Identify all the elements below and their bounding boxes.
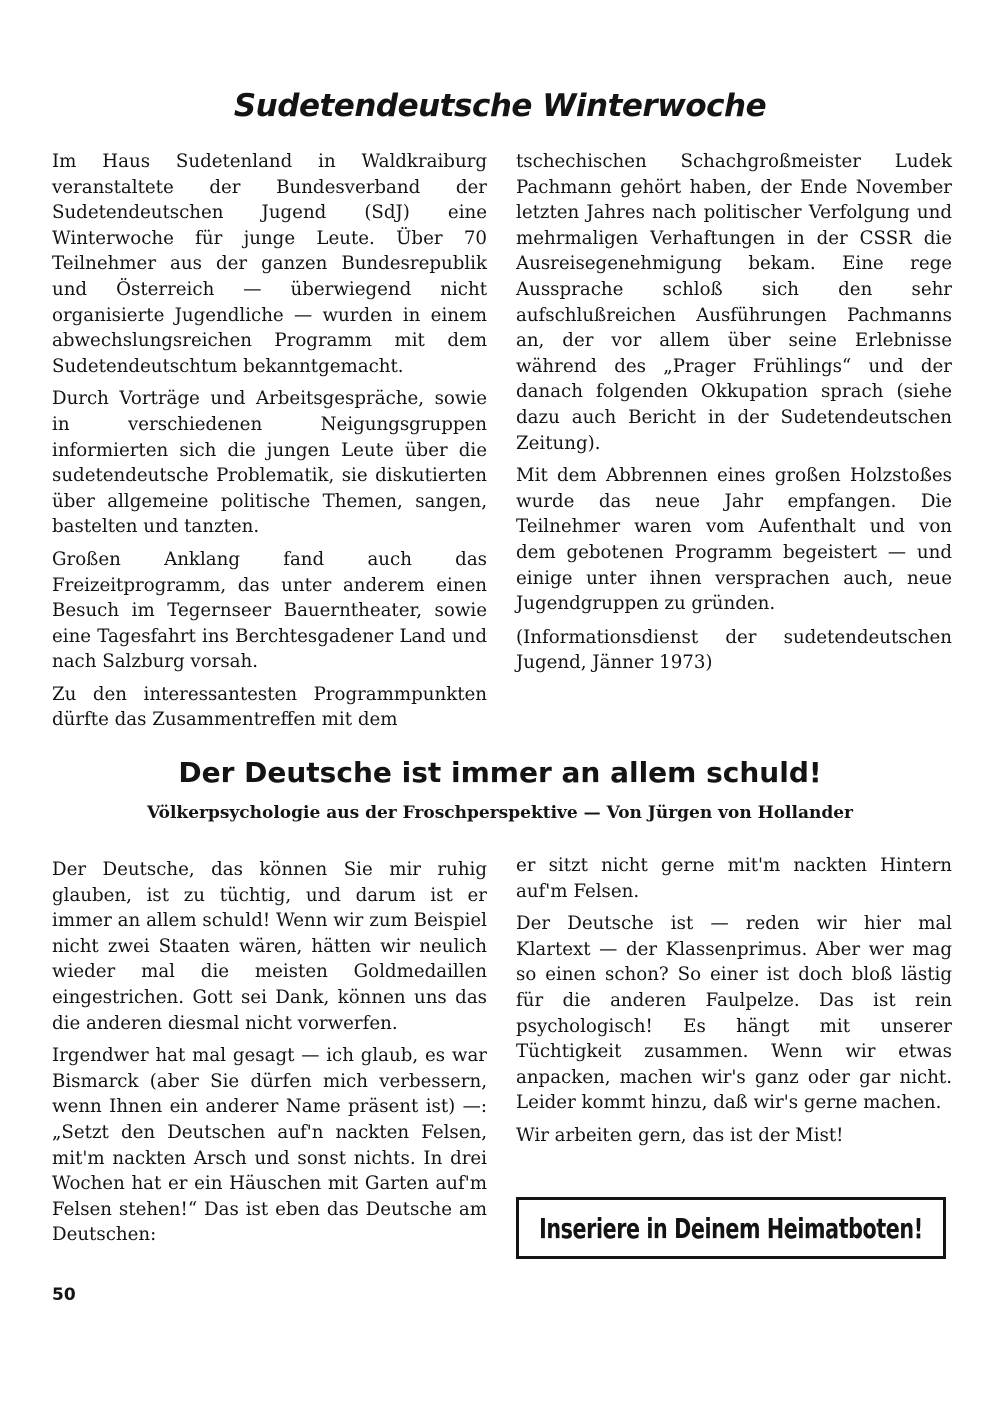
paragraph: tschechischen Schachgroßmeister Ludek Pachmann gehört haben, der Ende November letzten Jahres nach politischer Verfolgung und mehrmaligen Verhaftungen in der CSSR die Ausreisegenehmigung bekam. Eine rege Aussprache schloß sich den sehr aufschlußreichen Ausführungen Pachmanns an, der vor allem über seine Erlebnisse während des „Prager Frühlings“ und der danach folgenden Okkupation sprach (siehe dazu auch Bericht in der Sudetendeutschen Zeitung). — [516, 151, 952, 454]
paragraph: Im Haus Sudetenland in Waldkraiburg veranstaltete der Bundesverband der Sudetendeutschen Jugend (SdJ) eine Winterwoche für junge Leute. Über 70 Teilnehmer aus der ganzen Bundesrepublik und Österreich — überwiegend nicht organisierte Jugendliche — wurden in einem abwechslungsreichen Programm mit dem Sudetendeutschtum bekanntgemacht. — [52, 151, 487, 377]
paragraph: Großen Anklang fand auch das Freizeitprogramm, das unter anderem einen Besuch im Tegernseer Bauerntheater, sowie eine Tagesfahrt ins Berchtesgadener Land und nach Salzburg vorsah. — [52, 548, 487, 673]
article2-right-column — [516, 853, 952, 1149]
paragraph: er sitzt nicht gerne mit'm nackten Hintern auf'm Felsen. — [516, 855, 952, 902]
paragraph: Durch Vorträge und Arbeitsgespräche, sowie in verschiedenen Neigungsgruppen informierten sich die jungen Leute über die sudetendeutsche Problematik, sie diskutierten über allgemeine politische Themen, sangen, bastelten und tanzten. — [52, 388, 487, 538]
advertisement-box — [516, 1197, 946, 1259]
article-title-schuld: Der Deutsche ist immer an allem schuld! — [178, 756, 822, 789]
paragraph: Der Deutsche, das können Sie mir ruhig glauben, ist zu tüchtig, und darum ist er immer an allem schuld! Wenn wir zum Beispiel nicht zwei Staaten wären, hätten wir neulich wieder mal die meisten Goldmedaillen eingestrichen. Gott sei Dank, können uns das die anderen diesmal nicht vorwerfen. — [52, 859, 487, 1034]
page-number: 50 — [52, 1285, 76, 1305]
paragraph: Zu den interessantesten Programmpunkten dürfte das Zusammentreffen mit dem — [52, 683, 487, 731]
paragraph: Irgendwer hat mal gesagt — ich glaub, es war Bismarck (aber Sie dürfen mich verbessern, wenn Ihnen ein anderer Name präsent ist) —: „Setzt den Deutschen auf'n nackten Felsen, mit'm nackten Arsch und sonst nichts. In drei Wochen hat er ein Häuschen mit Garten auf'm Felsen stehen!“ Das ist eben das Deutsche am Deutschen: — [52, 1045, 487, 1246]
article1-left-column — [52, 149, 487, 733]
paragraph: Wir arbeiten gern, das ist der Mist! — [516, 1124, 844, 1146]
article-title-winterwoche: Sudetendeutsche Winterwoche — [233, 88, 767, 124]
advertisement-text: Inseriere in Deinem Heimatboten! — [539, 1211, 923, 1245]
paragraph: Der Deutsche ist — reden wir hier mal Klartext — der Klassenprimus. Aber wer mag so einen schon? So einer ist doch bloß lästig für die anderen Faulpelze. Das ist rein psychologisch! Es hängt mit unserer Tüchtigkeit zusammen. Wenn wir etwas anpacken, machen wir's ganz oder gar nicht. Leider kommt hinzu, daß wir's gerne machen. — [516, 913, 952, 1114]
source-note: (Informationsdienst der sudetendeutschen Jugend, Jänner 1973) — [516, 626, 952, 674]
article-subtitle: Völkerpsychologie aus der Froschperspektive — Von Jürgen von Hollander — [146, 803, 853, 823]
article2-left-column — [52, 857, 487, 1248]
article1-right-column — [516, 149, 952, 683]
paragraph: Mit dem Abbrennen eines großen Holzstoßes wurde das neue Jahr empfangen. Die Teilnehmer waren vom Aufenthalt und von dem gebotenen Programm begeistert — und einige unter ihnen versprachen auch, neue Jugendgruppen zu gründen. — [516, 465, 952, 615]
